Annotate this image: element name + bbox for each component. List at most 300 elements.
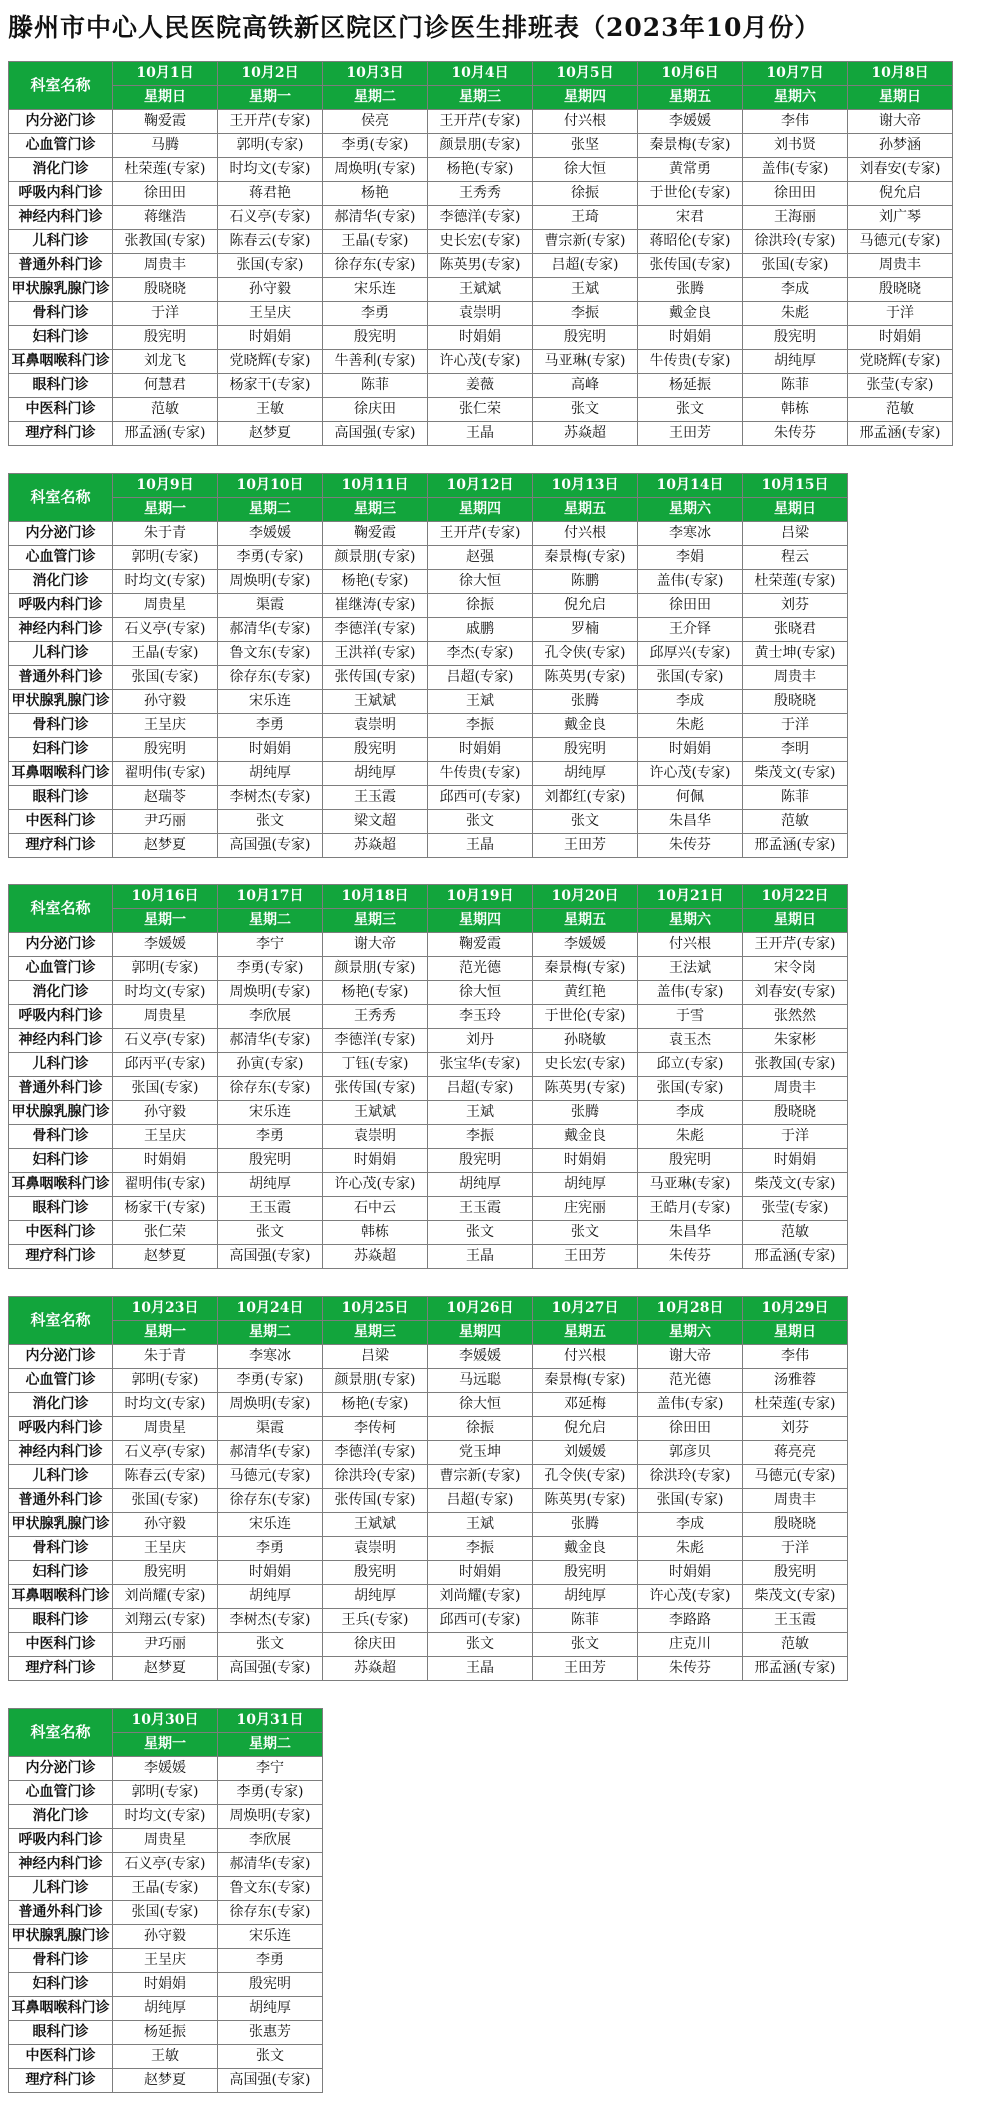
doctor-cell: 牛传贵(专家) xyxy=(428,762,533,786)
weekday-header: 星期四 xyxy=(533,86,638,110)
doctor-cell: 邱厚兴(专家) xyxy=(638,642,743,666)
department-name: 理疗科门诊 xyxy=(9,834,113,858)
doctor-cell: 徐田田 xyxy=(113,182,218,206)
table-row xyxy=(9,834,848,858)
table-row xyxy=(9,762,848,786)
doctor-cell: 吕超(专家) xyxy=(428,666,533,690)
doctor-cell: 牛善利(专家) xyxy=(323,350,428,374)
doctor-cell: 范敏 xyxy=(113,398,218,422)
table-row xyxy=(9,810,848,834)
table-row xyxy=(9,350,953,374)
doctor-cell: 徐庆田 xyxy=(323,1633,428,1657)
doctor-cell: 党玉坤 xyxy=(428,1441,533,1465)
doctor-cell: 宋乐连 xyxy=(218,1513,323,1537)
weekday-header: 星期四 xyxy=(428,498,533,522)
doctor-cell: 张然然 xyxy=(743,1005,848,1029)
doctor-cell: 殷宪明 xyxy=(323,738,428,762)
doctor-cell: 徐振 xyxy=(428,1417,533,1441)
doctor-cell: 张国(专家) xyxy=(113,1901,218,1925)
doctor-cell: 邢孟涵(专家) xyxy=(113,422,218,446)
date-header: 10月3日 xyxy=(323,62,428,86)
doctor-cell: 史长宏(专家) xyxy=(533,1053,638,1077)
doctor-cell: 戴金良 xyxy=(533,714,638,738)
doctor-cell: 张仁荣 xyxy=(428,398,533,422)
doctor-cell: 吕超(专家) xyxy=(428,1077,533,1101)
doctor-cell: 徐洪玲(专家) xyxy=(323,1465,428,1489)
doctor-cell: 赵强 xyxy=(428,546,533,570)
table-row xyxy=(9,1561,848,1585)
doctor-cell: 朱传芬 xyxy=(638,834,743,858)
doctor-cell: 高国强(专家) xyxy=(218,1245,323,1269)
doctor-cell: 张文 xyxy=(218,2045,323,2069)
doctor-cell: 周贵星 xyxy=(113,1829,218,1853)
doctor-cell: 王介铎 xyxy=(638,618,743,642)
doctor-cell: 张文 xyxy=(428,1221,533,1245)
table-row xyxy=(9,642,848,666)
doctor-cell: 谢大帝 xyxy=(638,1345,743,1369)
doctor-cell: 李媛媛 xyxy=(218,522,323,546)
weekday-header: 星期一 xyxy=(113,1321,218,1345)
doctor-cell: 韩栋 xyxy=(743,398,848,422)
doctor-cell: 朱昌华 xyxy=(638,810,743,834)
doctor-cell: 时娟娟 xyxy=(638,326,743,350)
doctor-cell: 王斌斌 xyxy=(323,1101,428,1125)
weekday-header: 星期五 xyxy=(533,909,638,933)
doctor-cell: 李振 xyxy=(428,714,533,738)
doctor-cell: 王晶(专家) xyxy=(113,1877,218,1901)
doctor-cell: 盖伟(专家) xyxy=(743,158,848,182)
dept-name-header: 科室名称 xyxy=(9,1709,113,1757)
doctor-cell: 谢大帝 xyxy=(323,933,428,957)
doctor-cell: 时娟娟 xyxy=(218,1561,323,1585)
department-name: 骨科门诊 xyxy=(9,1537,113,1561)
weekday-header: 星期二 xyxy=(218,1321,323,1345)
department-name: 儿科门诊 xyxy=(9,642,113,666)
doctor-cell: 高峰 xyxy=(533,374,638,398)
table-row xyxy=(9,714,848,738)
doctor-cell: 孔令侠(专家) xyxy=(533,642,638,666)
doctor-cell: 李宁 xyxy=(218,1757,323,1781)
department-name: 心血管门诊 xyxy=(9,1369,113,1393)
table-row xyxy=(9,1997,323,2021)
table-row xyxy=(9,230,953,254)
doctor-cell: 胡纯厚 xyxy=(533,1173,638,1197)
doctor-cell: 张宝华(专家) xyxy=(428,1053,533,1077)
date-header: 10月31日 xyxy=(218,1709,323,1733)
doctor-cell: 杨家干(专家) xyxy=(218,374,323,398)
doctor-cell: 徐存东(专家) xyxy=(218,1901,323,1925)
weekday-header: 星期日 xyxy=(743,1321,848,1345)
doctor-cell: 赵梦夏 xyxy=(113,1657,218,1681)
department-name: 骨科门诊 xyxy=(9,714,113,738)
department-name: 耳鼻咽喉科门诊 xyxy=(9,1173,113,1197)
table-row xyxy=(9,2021,323,2045)
doctor-cell: 戴金良 xyxy=(638,302,743,326)
table-row xyxy=(9,326,953,350)
doctor-cell: 柴茂文(专家) xyxy=(743,1585,848,1609)
doctor-cell: 殷晓晓 xyxy=(743,1513,848,1537)
doctor-cell: 陈英男(专家) xyxy=(428,254,533,278)
doctor-cell: 赵梦夏 xyxy=(113,2069,218,2093)
weekday-header: 星期六 xyxy=(638,1321,743,1345)
doctor-cell: 李媛媛 xyxy=(113,933,218,957)
doctor-cell: 王田芳 xyxy=(533,1245,638,1269)
table-row xyxy=(9,1853,323,1877)
department-name: 中医科门诊 xyxy=(9,1221,113,1245)
weekday-header: 星期一 xyxy=(113,498,218,522)
weekday-header: 星期六 xyxy=(638,909,743,933)
doctor-cell: 杨家干(专家) xyxy=(113,1197,218,1221)
doctor-cell: 高国强(专家) xyxy=(323,422,428,446)
department-name: 儿科门诊 xyxy=(9,230,113,254)
doctor-cell: 王晶(专家) xyxy=(323,230,428,254)
doctor-cell: 李勇(专家) xyxy=(218,546,323,570)
doctor-cell: 张文 xyxy=(218,1633,323,1657)
department-name: 耳鼻咽喉科门诊 xyxy=(9,350,113,374)
doctor-cell: 张腾 xyxy=(533,1513,638,1537)
doctor-cell: 刘春安(专家) xyxy=(743,981,848,1005)
doctor-cell: 付兴根 xyxy=(533,522,638,546)
doctor-cell: 时娟娟 xyxy=(638,1561,743,1585)
doctor-cell: 王法斌 xyxy=(638,957,743,981)
date-header: 10月22日 xyxy=(743,885,848,909)
doctor-cell: 宋乐连 xyxy=(218,1101,323,1125)
doctor-cell: 杜荣莲(专家) xyxy=(113,158,218,182)
table-row xyxy=(9,1973,323,1997)
department-name: 神经内科门诊 xyxy=(9,1853,113,1877)
department-name: 中医科门诊 xyxy=(9,1633,113,1657)
doctor-cell: 张国(专家) xyxy=(638,1077,743,1101)
doctor-cell: 胡纯厚 xyxy=(743,350,848,374)
doctor-cell: 宋乐连 xyxy=(218,1925,323,1949)
schedule-table-3 xyxy=(8,884,848,1269)
doctor-cell: 朱彪 xyxy=(638,1125,743,1149)
doctor-cell: 时娟娟 xyxy=(848,326,953,350)
department-name: 眼科门诊 xyxy=(9,374,113,398)
date-header: 10月10日 xyxy=(218,474,323,498)
table-row xyxy=(9,666,848,690)
doctor-cell: 李勇 xyxy=(218,1537,323,1561)
doctor-cell: 袁崇明 xyxy=(323,714,428,738)
table-row xyxy=(9,1585,848,1609)
department-name: 耳鼻咽喉科门诊 xyxy=(9,1997,113,2021)
schedule-table-4 xyxy=(8,1296,848,1681)
doctor-cell: 马德元(专家) xyxy=(848,230,953,254)
doctor-cell: 范敏 xyxy=(743,1633,848,1657)
table-row xyxy=(9,1197,848,1221)
weekday-header: 星期三 xyxy=(428,86,533,110)
doctor-cell: 刘龙飞 xyxy=(113,350,218,374)
doctor-cell: 周贵丰 xyxy=(743,666,848,690)
doctor-cell: 郝清华(专家) xyxy=(218,1441,323,1465)
doctor-cell: 戴金良 xyxy=(533,1125,638,1149)
doctor-cell: 程云 xyxy=(743,546,848,570)
table-row xyxy=(9,302,953,326)
doctor-cell: 徐存东(专家) xyxy=(218,1077,323,1101)
doctor-cell: 周贵星 xyxy=(113,1417,218,1441)
department-name: 妇科门诊 xyxy=(9,1561,113,1585)
doctor-cell: 袁玉杰 xyxy=(638,1029,743,1053)
department-name: 眼科门诊 xyxy=(9,1197,113,1221)
doctor-cell: 邢孟涵(专家) xyxy=(743,834,848,858)
table-row xyxy=(9,1369,848,1393)
doctor-cell: 周焕明(专家) xyxy=(323,158,428,182)
doctor-cell: 苏焱超 xyxy=(323,1657,428,1681)
date-header: 10月16日 xyxy=(113,885,218,909)
department-name: 理疗科门诊 xyxy=(9,1245,113,1269)
doctor-cell: 郝清华(专家) xyxy=(218,1853,323,1877)
doctor-cell: 于洋 xyxy=(113,302,218,326)
doctor-cell: 张文 xyxy=(533,1221,638,1245)
doctor-cell: 王呈庆 xyxy=(218,302,323,326)
doctor-cell: 李勇(专家) xyxy=(323,134,428,158)
doctor-cell: 李树杰(专家) xyxy=(218,1609,323,1633)
doctor-cell: 史长宏(专家) xyxy=(428,230,533,254)
doctor-cell: 孙守毅 xyxy=(113,1101,218,1125)
doctor-cell: 范敏 xyxy=(848,398,953,422)
doctor-cell: 朱于青 xyxy=(113,1345,218,1369)
schedule-table-5 xyxy=(8,1708,323,2093)
doctor-cell: 马德元(专家) xyxy=(218,1465,323,1489)
doctor-cell: 孙梦涵 xyxy=(848,134,953,158)
doctor-cell: 郭彦贝 xyxy=(638,1441,743,1465)
department-name: 心血管门诊 xyxy=(9,134,113,158)
doctor-cell: 李树杰(专家) xyxy=(218,786,323,810)
doctor-cell: 邱丙平(专家) xyxy=(113,1053,218,1077)
doctor-cell: 张教国(专家) xyxy=(113,230,218,254)
department-name: 妇科门诊 xyxy=(9,1149,113,1173)
doctor-cell: 陈菲 xyxy=(743,374,848,398)
doctor-cell: 杨延振 xyxy=(638,374,743,398)
doctor-cell: 李寒冰 xyxy=(218,1345,323,1369)
date-header: 10月15日 xyxy=(743,474,848,498)
doctor-cell: 胡纯厚 xyxy=(323,762,428,786)
doctor-cell: 时均文(专家) xyxy=(218,158,323,182)
doctor-cell: 陈春云(专家) xyxy=(218,230,323,254)
department-name: 理疗科门诊 xyxy=(9,422,113,446)
doctor-cell: 刘书贤 xyxy=(743,134,848,158)
weekday-header: 星期五 xyxy=(533,1321,638,1345)
doctor-cell: 胡纯厚 xyxy=(428,1173,533,1197)
doctor-cell: 张文 xyxy=(533,398,638,422)
doctor-cell: 王晶 xyxy=(428,834,533,858)
department-name: 甲状腺乳腺门诊 xyxy=(9,690,113,714)
doctor-cell: 马腾 xyxy=(113,134,218,158)
doctor-cell: 刘芬 xyxy=(743,1417,848,1441)
doctor-cell: 李玉玲 xyxy=(428,1005,533,1029)
weekday-header: 星期三 xyxy=(323,1321,428,1345)
doctor-cell: 张国(专家) xyxy=(218,254,323,278)
doctor-cell: 苏焱超 xyxy=(323,834,428,858)
doctor-cell: 付兴根 xyxy=(533,1345,638,1369)
doctor-cell: 孙守毅 xyxy=(113,690,218,714)
doctor-cell: 徐振 xyxy=(428,594,533,618)
weekday-header: 星期二 xyxy=(218,1733,323,1757)
doctor-cell: 刘媛媛 xyxy=(533,1441,638,1465)
department-name: 内分泌门诊 xyxy=(9,933,113,957)
doctor-cell: 时娟娟 xyxy=(638,738,743,762)
department-name: 眼科门诊 xyxy=(9,2021,113,2045)
doctor-cell: 李媛媛 xyxy=(638,110,743,134)
table-row xyxy=(9,1829,323,1853)
doctor-cell: 时娟娟 xyxy=(428,738,533,762)
doctor-cell: 尹巧丽 xyxy=(113,810,218,834)
doctor-cell: 郝清华(专家) xyxy=(323,206,428,230)
date-header: 10月18日 xyxy=(323,885,428,909)
doctor-cell: 姜薇 xyxy=(428,374,533,398)
doctor-cell: 殷晓晓 xyxy=(113,278,218,302)
doctor-cell: 李路路 xyxy=(638,1609,743,1633)
table-row xyxy=(9,1053,848,1077)
doctor-cell: 徐大恒 xyxy=(428,1393,533,1417)
table-row xyxy=(9,278,953,302)
department-name: 儿科门诊 xyxy=(9,1877,113,1901)
doctor-cell: 渠霞 xyxy=(218,1417,323,1441)
date-header: 10月23日 xyxy=(113,1297,218,1321)
page-title: 滕州市中心人民医院高铁新区院区门诊医生排班表（2023年10月份） xyxy=(8,13,821,42)
doctor-cell: 石中云 xyxy=(323,1197,428,1221)
doctor-cell: 时均文(专家) xyxy=(113,1393,218,1417)
table-row xyxy=(9,1925,323,1949)
doctor-cell: 李振 xyxy=(428,1125,533,1149)
doctor-cell: 高国强(专家) xyxy=(218,834,323,858)
doctor-cell: 周贵星 xyxy=(113,594,218,618)
doctor-cell: 何慧君 xyxy=(113,374,218,398)
doctor-cell: 张文 xyxy=(218,1221,323,1245)
doctor-cell: 邱西可(专家) xyxy=(428,786,533,810)
doctor-cell: 党晓辉(专家) xyxy=(218,350,323,374)
doctor-cell: 吕超(专家) xyxy=(533,254,638,278)
department-name: 神经内科门诊 xyxy=(9,1029,113,1053)
doctor-cell: 鲁文东(专家) xyxy=(218,642,323,666)
table-row xyxy=(9,158,953,182)
doctor-cell: 杨延振 xyxy=(113,2021,218,2045)
doctor-cell: 殷晓晓 xyxy=(848,278,953,302)
weekday-header: 星期日 xyxy=(743,498,848,522)
doctor-cell: 张文 xyxy=(218,810,323,834)
department-name: 心血管门诊 xyxy=(9,957,113,981)
doctor-cell: 庄宪丽 xyxy=(533,1197,638,1221)
doctor-cell: 殷宪明 xyxy=(113,1561,218,1585)
table-row xyxy=(9,1465,848,1489)
doctor-cell: 殷宪明 xyxy=(113,326,218,350)
table-row xyxy=(9,2045,323,2069)
doctor-cell: 于世伦(专家) xyxy=(533,1005,638,1029)
doctor-cell: 李寒冰 xyxy=(638,522,743,546)
doctor-cell: 邱立(专家) xyxy=(638,1053,743,1077)
date-header: 10月13日 xyxy=(533,474,638,498)
doctor-cell: 张国(专家) xyxy=(638,666,743,690)
doctor-cell: 袁崇明 xyxy=(323,1125,428,1149)
weekday-header: 星期日 xyxy=(848,86,953,110)
doctor-cell: 张腾 xyxy=(533,690,638,714)
doctor-cell: 时娟娟 xyxy=(218,326,323,350)
doctor-cell: 蒋亮亮 xyxy=(743,1441,848,1465)
department-name: 甲状腺乳腺门诊 xyxy=(9,1101,113,1125)
department-name: 骨科门诊 xyxy=(9,1125,113,1149)
doctor-cell: 朱传芬 xyxy=(638,1657,743,1681)
doctor-cell: 邢孟涵(专家) xyxy=(743,1245,848,1269)
doctor-cell: 陈英男(专家) xyxy=(533,1077,638,1101)
doctor-cell: 徐存东(专家) xyxy=(323,254,428,278)
doctor-cell: 张文 xyxy=(638,398,743,422)
doctor-cell: 黄常勇 xyxy=(638,158,743,182)
doctor-cell: 时娟娟 xyxy=(323,1149,428,1173)
doctor-cell: 孔令侠(专家) xyxy=(533,1465,638,1489)
doctor-cell: 党晓辉(专家) xyxy=(848,350,953,374)
table-row xyxy=(9,1417,848,1441)
doctor-cell: 郭明(专家) xyxy=(113,546,218,570)
doctor-cell: 王玉霞 xyxy=(743,1609,848,1633)
doctor-cell: 刘尚耀(专家) xyxy=(428,1585,533,1609)
dept-name-header: 科室名称 xyxy=(9,885,113,933)
table-row xyxy=(9,374,953,398)
department-name: 普通外科门诊 xyxy=(9,1901,113,1925)
doctor-cell: 何佩 xyxy=(638,786,743,810)
doctor-cell: 邢孟涵(专家) xyxy=(848,422,953,446)
doctor-cell: 王斌 xyxy=(428,1101,533,1125)
doctor-cell: 王呈庆 xyxy=(113,1125,218,1149)
doctor-cell: 渠霞 xyxy=(218,594,323,618)
doctor-cell: 吕梁 xyxy=(743,522,848,546)
doctor-cell: 赵瑞苓 xyxy=(113,786,218,810)
doctor-cell: 汤雅蓉 xyxy=(743,1369,848,1393)
doctor-cell: 鞠爱霞 xyxy=(428,933,533,957)
department-name: 甲状腺乳腺门诊 xyxy=(9,1925,113,1949)
doctor-cell: 张仁荣 xyxy=(113,1221,218,1245)
table-row xyxy=(9,254,953,278)
doctor-cell: 朱昌华 xyxy=(638,1221,743,1245)
doctor-cell: 周贵丰 xyxy=(743,1077,848,1101)
weekday-header: 星期二 xyxy=(323,86,428,110)
weekday-header: 星期二 xyxy=(218,909,323,933)
department-name: 妇科门诊 xyxy=(9,738,113,762)
doctor-cell: 秦景梅(专家) xyxy=(533,957,638,981)
doctor-cell: 高国强(专家) xyxy=(218,1657,323,1681)
doctor-cell: 颜景朋(专家) xyxy=(428,134,533,158)
doctor-cell: 李勇(专家) xyxy=(218,1781,323,1805)
doctor-cell: 张国(专家) xyxy=(743,254,848,278)
dept-name-header: 科室名称 xyxy=(9,1297,113,1345)
table-row xyxy=(9,2069,323,2093)
doctor-cell: 周焕明(专家) xyxy=(218,1393,323,1417)
doctor-cell: 王秀秀 xyxy=(323,1005,428,1029)
doctor-cell: 颜景朋(专家) xyxy=(323,546,428,570)
table-row xyxy=(9,1949,323,1973)
date-header: 10月14日 xyxy=(638,474,743,498)
department-name: 普通外科门诊 xyxy=(9,1489,113,1513)
doctor-cell: 李勇 xyxy=(323,302,428,326)
doctor-cell: 李娟 xyxy=(638,546,743,570)
doctor-cell: 刘丹 xyxy=(428,1029,533,1053)
doctor-cell: 殷宪明 xyxy=(743,326,848,350)
doctor-cell: 殷宪明 xyxy=(638,1149,743,1173)
doctor-cell: 王开芹(专家) xyxy=(743,933,848,957)
department-name: 中医科门诊 xyxy=(9,398,113,422)
department-name: 妇科门诊 xyxy=(9,1973,113,1997)
doctor-cell: 殷晓晓 xyxy=(743,1101,848,1125)
doctor-cell: 戴金良 xyxy=(533,1537,638,1561)
doctor-cell: 黄红艳 xyxy=(533,981,638,1005)
doctor-cell: 戚鹏 xyxy=(428,618,533,642)
doctor-cell: 时娟娟 xyxy=(428,326,533,350)
department-name: 呼吸内科门诊 xyxy=(9,594,113,618)
doctor-cell: 李宁 xyxy=(218,933,323,957)
doctor-cell: 张惠芳 xyxy=(218,2021,323,2045)
doctor-cell: 李德洋(专家) xyxy=(323,1029,428,1053)
doctor-cell: 时均文(专家) xyxy=(113,981,218,1005)
doctor-cell: 李伟 xyxy=(743,110,848,134)
